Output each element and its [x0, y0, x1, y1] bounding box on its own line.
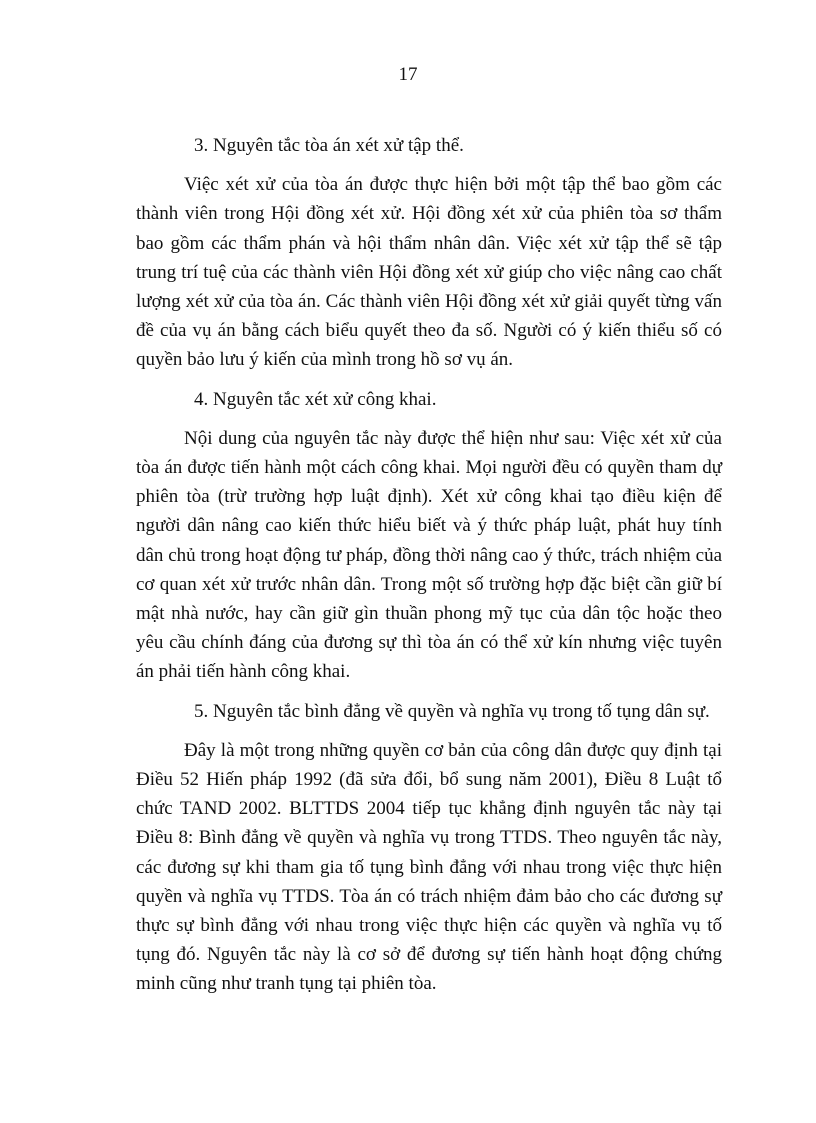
section-heading-5: 5. Nguyên tắc bình đẳng về quyền và nghĩa vụ trong tố tụng dân sự.	[194, 700, 710, 722]
section-paragraph-3: Việc xét xử của tòa án được thực hiện bởi một tập thể bao gồm các thành viên trong Hội đồng xét xử. Hội đồng xét xử của phiên tòa sơ thẩm bao gồm các thẩm phán và hội thẩm nhân dân. Việc xét xử tập thể sẽ tập trung trí tuệ của các thành viên Hội đồng xét xử giúp cho việc nâng cao chất lượng xét xử của tòa án. Các thành viên Hội đồng xét xử giải quyết từng vấn đề của vụ án bằng cách biểu quyết theo đa số. Người có ý kiến thiểu số có quyền bảo lưu ý kiến của mình trong hồ sơ vụ án.	[136, 174, 722, 371]
section-paragraph-4: Nội dung của nguyên tắc này được thể hiện như sau: Việc xét xử của tòa án được tiến hành một cách công khai. Mọi người đều có quyền tham dự phiên tòa (trừ trường hợp luật định). Xét xử công khai tạo điều kiện để người dân nâng cao kiến thức hiểu biết và ý thức pháp luật, phát huy tính dân chủ trong hoạt động tư pháp, đồng thời nâng cao ý thức, trách nhiệm của cơ quan xét xử trước nhân dân. Trong một số trường hợp đặc biệt cần giữ bí mật nhà nước, hay cần giữ gìn thuần phong mỹ tục của dân tộc hoặc theo yêu cầu chính đáng của đương sự thì tòa án có thể xử kín nhưng việc tuyên án phải tiến hành công khai.	[136, 427, 722, 683]
page-number: 17	[398, 64, 418, 85]
section-heading-4: 4. Nguyên tắc xét xử công khai.	[194, 388, 437, 410]
section-paragraph-5: Đây là một trong những quyền cơ bản của công dân được quy định tại Điều 52 Hiến pháp 1992 (đã sửa đổi, bổ sung năm 2001), Điều 8 Luật tổ chức TAND 2002. BLTTDS 2004 tiếp tục khẳng định nguyên tắc này tại Điều 8: Bình đẳng về quyền và nghĩa vụ trong TTDS. Theo nguyên tắc này, các đương sự khi tham gia tố tụng bình đẳng với nhau trong việc thực hiện quyền và nghĩa vụ TTDS. Tòa án có trách nhiệm đảm bảo cho các đương sự thực sự bình đẳng với nhau trong việc thực hiện các quyền và nghĩa vụ tố tụng đó. Nguyên tắc này là cơ sở để đương sự tiến hành hoạt động chứng minh cũng như tranh tụng tại phiên tòa.	[136, 739, 722, 995]
page-body	[136, 131, 722, 1009]
section-heading-3: 3. Nguyên tắc tòa án xét xử tập thể.	[194, 135, 464, 156]
